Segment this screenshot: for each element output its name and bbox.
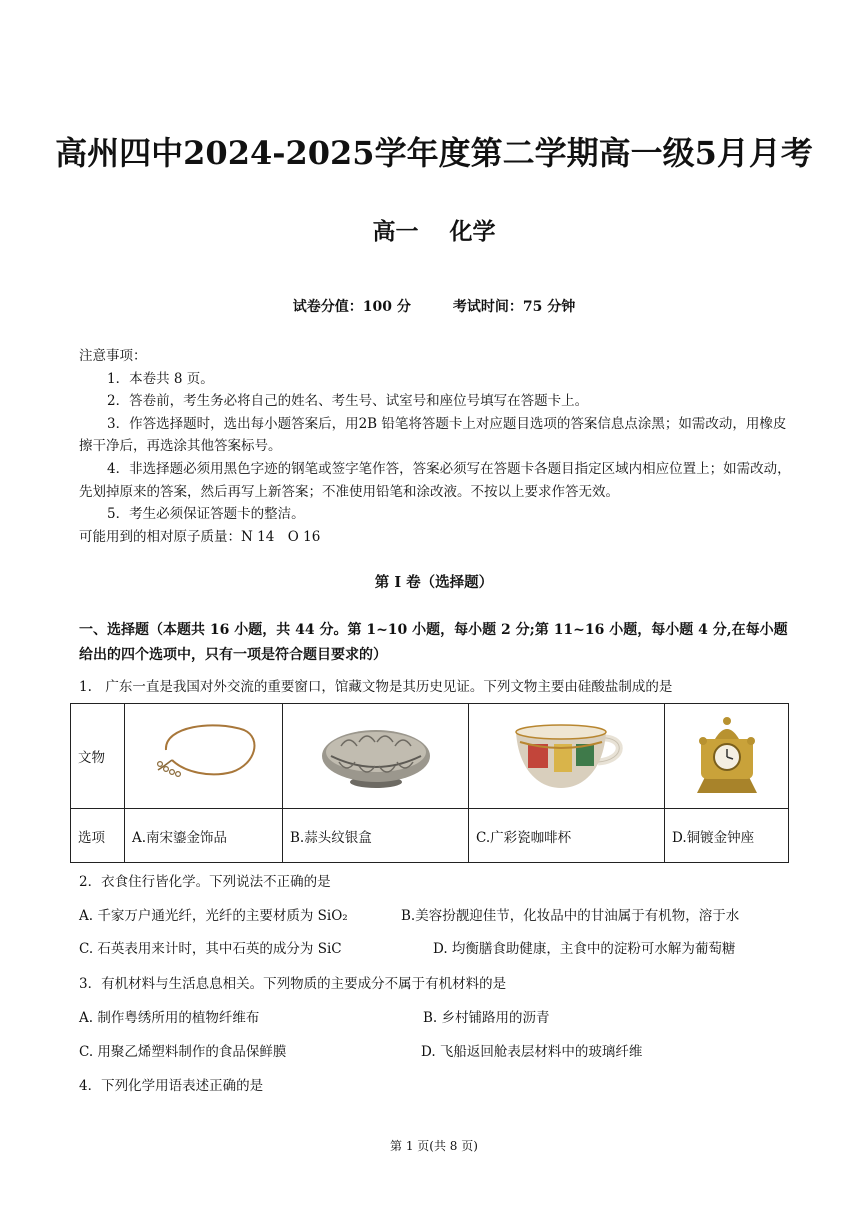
note-item: 2．答卷前，考生务必将自己的姓名、考生号、试室号和座位号填写在答题卡上。	[107, 393, 589, 410]
gilt-chain-icon	[144, 716, 264, 796]
q1-option-a: A.南宋鎏金饰品	[125, 809, 283, 863]
q2-option-a: A. 千家万户通光纤，光纤的主要材质为 SiO₂	[79, 908, 348, 924]
q2-option-c: C. 石英表用来计时，其中石英的成分为 SiC	[79, 941, 342, 957]
note-item: 5．考生必须保证答题卡的整洁。	[107, 506, 305, 523]
row-label-artifact: 文物	[71, 704, 125, 809]
artifact-image-a	[125, 704, 283, 809]
porcelain-cup-icon	[502, 714, 632, 798]
exam-notes	[79, 345, 794, 548]
exam-meta: 试卷分值：100 分 考试时间：75 分钟	[292, 299, 576, 315]
q3-option-d: D. 飞船返回舱表层材料中的玻璃纤维	[421, 1044, 643, 1060]
notes-heading: 注意事项：	[79, 348, 147, 364]
artifact-table	[70, 703, 789, 863]
section-title: 第 I 卷（选择题）	[374, 574, 494, 591]
note-item: 4．非选择题必须用黑色字迹的钢笔或签字笔作答，答案必须写在答题卡各题目指定区域内相应位置上；如需改动，先划掉原来的答案，然后再写上新答案；不准使用铅笔和涂改液。不按以上要求作答无效。	[79, 460, 791, 500]
note-item: 1．本卷共 8 页。	[107, 370, 214, 387]
subject-title: 高一 化学	[372, 218, 496, 245]
gilt-clock-icon	[687, 711, 767, 801]
exam-title: 高州四中2024-2025学年度第二学期高一级5月月考	[55, 134, 813, 172]
q1-option-b: B.蒜头纹银盒	[283, 809, 469, 863]
q3-option-c: C. 用聚乙烯塑料制作的食品保鲜膜	[79, 1044, 287, 1060]
q1-option-d: D.铜镀金钟座	[665, 809, 789, 863]
row-label-option: 选项	[71, 809, 125, 863]
page-number: 第 1 页(共 8 页)	[390, 1139, 478, 1153]
artifact-image-d	[665, 704, 789, 809]
q2-option-d: D. 均衡膳食助健康，主食中的淀粉可水解为葡萄糖	[433, 941, 736, 957]
question-4-stem: 4．下列化学用语表述正确的是	[79, 1078, 264, 1094]
q3-option-b: B. 乡村铺路用的沥青	[423, 1010, 550, 1026]
q1-option-c: C.广彩瓷咖啡杯	[469, 809, 665, 863]
silver-box-icon	[311, 716, 441, 796]
q2-option-b: B.美容扮靓迎佳节，化妆品中的甘油属于有机物，溶于水	[401, 908, 740, 924]
note-item: 3．作答选择题时，选出每小题答案后，用2B 铅笔将答题卡上对应题目选项的答案信息点涂黑；如需改动，用橡皮擦干净后，再选涂其他答案标号。	[79, 415, 787, 455]
question-2-stem: 2．衣食住行皆化学。下列说法不正确的是	[79, 874, 331, 890]
atomic-mass-line: 可能用到的相对原子质量：N 14 O 16	[79, 528, 321, 545]
question-3-stem: 3．有机材料与生活息息相关。下列物质的主要成分不属于有机材料的是	[79, 976, 507, 992]
part-heading: 一、选择题（本题共 16 小题，共 44 分。第 1~10 小题，每小题 2 分;第 11~16 小题，每小题 4 分,在每小题给出的四个选项中，只有一项是符合题目要求的）	[79, 622, 788, 663]
q3-option-a: A. 制作粤绣所用的植物纤维布	[79, 1010, 260, 1026]
artifact-image-c	[469, 704, 665, 809]
question-1-stem: 1. 广东一直是我国对外交流的重要窗口，馆藏文物是其历史见证。下列文物主要由硅酸盐制成的是	[79, 679, 673, 695]
artifact-image-b	[283, 704, 469, 809]
